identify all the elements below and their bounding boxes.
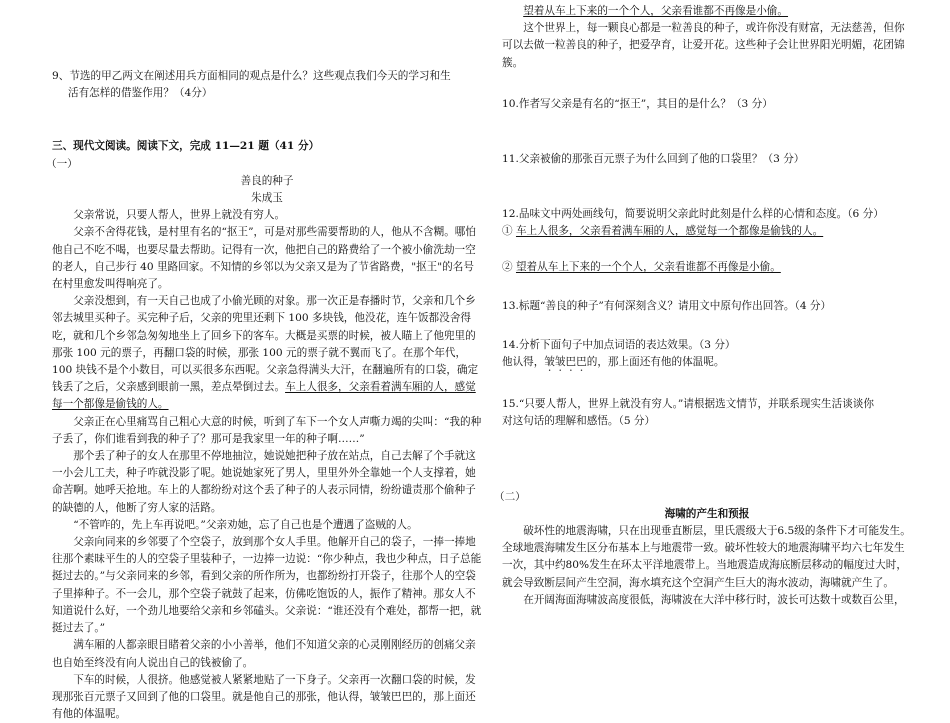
item-2-number: ② (502, 260, 513, 273)
story-paragraph-4: 父亲正在心里痛骂自己粗心大意的时候，听到了车下一个女人声嘶力竭的尖叫：“我的种子丢了，你们谁看到我的种子了？那可是我家里一年的种子啊……” (52, 415, 482, 445)
question-9-line2: 活有怎样的借鉴作用？（4分） (68, 87, 213, 100)
left-column (46, 0, 482, 723)
part-2-label: （二） (494, 490, 526, 503)
item-2-sentence: 望着从车上下来的一个个人，父亲看谁都不再像是小偷。 (515, 260, 781, 273)
q14-pre: 他认得， (502, 356, 545, 369)
seed-paragraph: 这个世界上，每一颗良心都是一粒善良的种子，或许你没有财富，无法慈善，但你可以去做一粒善良的种子，把爱孕育，让爱开花。这些种子会让世界阳光明媚，花团锦簇。 (502, 22, 905, 69)
q14-post: 的，那上面还有他的体温呢。 (586, 356, 725, 369)
story-paragraph-5: 那个丢了种子的女人在那里不停地抽泣，她说她把种子放在站点，自己去解了个手就这一小会儿工夫，种子咋就没影了呢。她说她家死了男人，里里外外全靠她一个人支撑着，她命苦啊。她呼天抢地。车上的人都纷纷对这个丢了种子的人表示同情，纷纷谴责那个偷种子的缺德的人，他断了穷人家的活路。 (52, 450, 476, 514)
tsunami-paragraph-1: 破坏性的地震海啸，只在出现垂直断层，里氏震级大于6.5级的条件下才可能发生。全球地震海啸发生区分布基本上与地震带一致。破坏性较大的地震海啸平均六七年发生一次，其中约80%发生在环太平洋地震带上。当地震造成海底断层移动的幅度过大时，就会导致断层间产生空洞，海水填充这个空洞产生巨大的海水波动，海啸就产生了。 (502, 525, 911, 589)
question-9-line1: 9、节选的甲乙两文在阐述用兵方面相同的观点是什么？这些观点我们今天的学习和生 (52, 70, 451, 82)
story-paragraph-3-text: 父亲没想到，有一天自己也成了小偷光顾的对象。那一次正是春播时节，父亲和几个乡邻去城里买种子。买完种子后，父亲的兜里还剩下 100 多块钱，他没花，连午饭都没舍得吃，就和几个乡邻急匆匆地坐上了回乡下的客车。大概是买票的时候，被人瞄上了他兜里的那张 100 元的票子，再翻口袋的时候，那张 100 元的票子就不翼而飞了。在那个年代，100 块钱不是个小数目，可以买很多东西呢。父亲急得满头大汗，在翻遍所有的口袋，确定钱丢了之后，父亲感到眼前一黑，差点晕倒过去。 (52, 295, 479, 394)
question-15 (502, 396, 912, 430)
tsunami-title: 海啸的产生和预报 (664, 507, 750, 520)
story-paragraph-8: 满车厢的人都亲眼目睹着父亲的小小善举，他们不知道父亲的心灵刚刚经历的创痛父亲也自始至终没有向人说出自己的钱被偷了。 (52, 639, 476, 669)
question-12-item-1 (502, 223, 912, 240)
question-10: 10.作者写父亲是有名的“抠王”，其目的是什么？（3 分） (502, 97, 773, 110)
tsunami-paragraph-2: 在开阔海面海啸波高度很低，海啸波在大洋中移行时，波长可达数十或数百公里， (523, 593, 905, 606)
item-1-sentence: 车上人很多，父亲看着满车厢的人，感觉每一个都像是偷钱的人。 (515, 225, 824, 238)
story-paragraph-7: 父亲向同来的乡邻要了个空袋子，放到那个女人手里。他解开自己的袋子，一捧一捧地往那个素昧平生的人的空袋子里装种子，一边捧一边说：“你少种点，我也少种点，日子总能挺过去的。”与父亲同来的乡邻，看到父亲的所作所为，也都纷纷打开袋子，往那个人的空袋子里捧种子。不一会儿，那个空袋子就鼓了起来，仿佛吃饱饭的人，振作了精神。那女人不知道说什么好，一个劲儿地要给父亲和乡邻磕头。父亲说：“谁还没有个难处，都帮一把，就挺过去了。” (52, 536, 482, 635)
story-title: 善良的种子 (240, 174, 294, 187)
section-3-heading: 三、现代文阅读。阅读下文，完成 11—21 题（41 分） (52, 140, 320, 153)
underlined-sentence-1: 车上人很多，父亲看着满车厢的人，感觉每一个都像是偷钱的人。 (52, 381, 476, 411)
underlined-sentence-2: 望着从车上下来的一个个人，父亲看谁都不再像是小偷。 (523, 5, 789, 17)
story-paragraph-9: 下车的时候，人很挤。他感觉被人紧紧地贴了一下身子。父亲再一次翻口袋的时候，发现那张百元票子又回到了他的口袋里。就是他自己的那张，他认得，皱皱巴巴的，那上面还有他的体温呢。 (52, 673, 476, 721)
story-author: 朱成玉 (251, 192, 283, 205)
question-15-line2: 对这句话的理解和感悟。（5 分） (502, 415, 656, 428)
q14-dotted-words: 皱皱巴巴 (544, 356, 587, 369)
question-9 (52, 68, 482, 102)
item-1-number: ① (502, 225, 513, 238)
question-13: 13.标题“善良的种子”有何深刻含义？请用文中原句作出回答。（4 分） (502, 299, 832, 312)
question-12: 12.品味文中两处画线句，简要说明父亲此时此刻是什么样的心情和态度。（6 分） (502, 208, 884, 221)
question-14: 14.分析下面句子中加点词语的表达效果。（3 分） (502, 339, 736, 352)
question-11: 11.父亲被偷的那张百元票子为什么回到了他的口袋里？（3 分） (502, 153, 805, 166)
question-12-item-2 (502, 259, 912, 276)
story-paragraph-2: 父亲不舍得花钱，是村里有名的“抠王”，可是对那些需要帮助的人，他从不含糊。哪怕他自己不吃不喝，也要尽量去帮助。记得有一次，他把自己的路费给了一个被小偷洗劫一空的老人，自己步行 40 里路回家。不知情的乡邻以为父亲又是为了节省路费，"抠王"的名号在村里愈发叫得响亮了。 (52, 226, 476, 291)
story-paragraph-3 (52, 293, 482, 413)
story-paragraph-6: “不管咋的，先上车再说吧。”父亲劝她，忘了自己也是个遭遇了盗贼的人。 (73, 518, 418, 531)
question-15-line1: 15.“只要人帮人，世界上就没有穷人。”请根据选文情节，并联系现实生活谈谈你 (502, 398, 874, 411)
story-paragraph-1: 父亲常说，只要人帮人，世界上就没有穷人。 (73, 209, 286, 222)
question-14-sentence (502, 354, 912, 374)
part-1-label: （一） (46, 157, 78, 170)
right-column (494, 0, 912, 609)
